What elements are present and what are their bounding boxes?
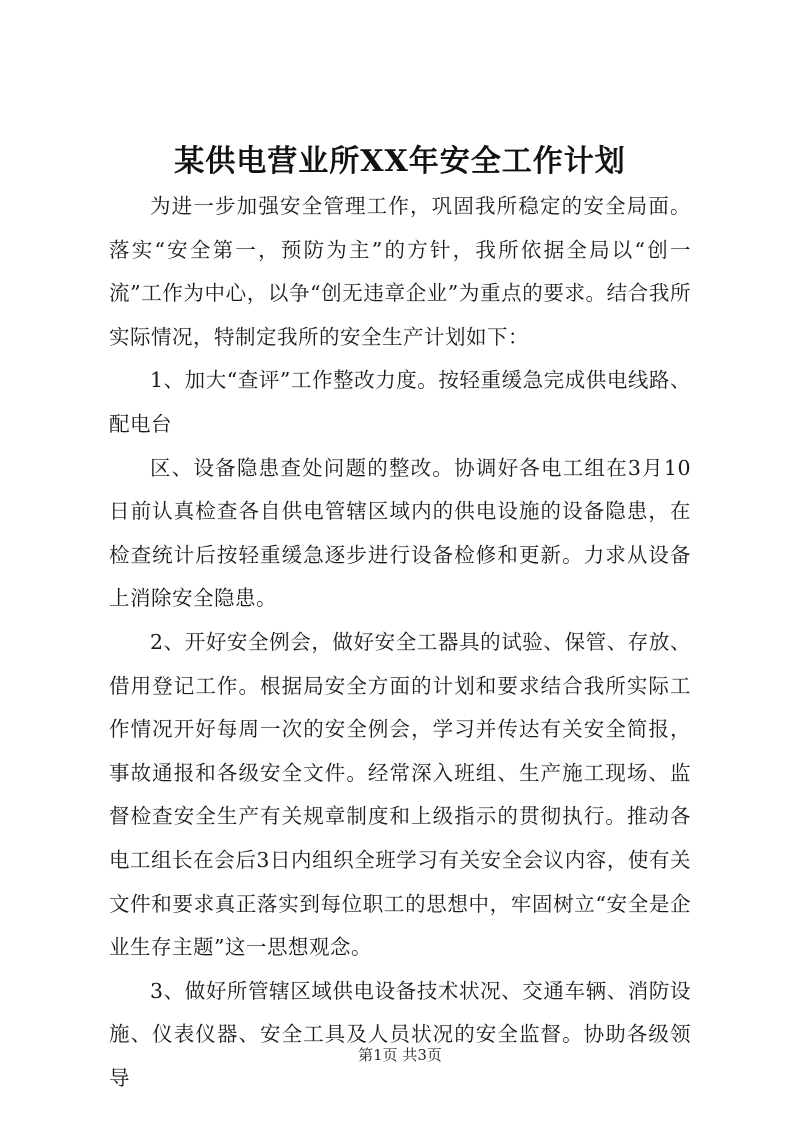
paragraph-intro: 为进一步加强安全管理工作，巩固我所稳定的安全局面。落实“安全第一，预防为主”的方针，我所依据全局以“创一流”工作为中心，以争“创无违章企业”为重点的要求。结合我所实际情况，特制定我所的安全生产计划如下： xyxy=(109,194,691,349)
paragraph-item-2: 2、开好安全例会，做好安全工器具的试验、保管、存放、借用登记工作。根据局安全方面的计划和要求结合我所实际工作情况开好每周一次的安全例会，学习并传达有关安全简报，事故通报和各级安全文件。经常深入班组、生产施工现场、监督检查安全生产有关规章制度和上级指示的贯彻执行。推动各电工组长在会后3日内组织全班学习有关安全会议内容，使有关文件和要求真正落实到每位职工的思想中，牢固树立“安全是企业生存主题”这一思想观念。 xyxy=(109,629,691,960)
page-number-footer: 第1页 共3页 xyxy=(358,1046,442,1064)
paragraph-item-3: 3、做好所管辖区域供电设备技术状况、交通车辆、消防设施、仪表仪器、安全工具及人员状况的安全监督。协助各级领导 xyxy=(109,978,691,1090)
document-title: 某供电营业所XX年安全工作计划 xyxy=(174,144,626,179)
document-body xyxy=(109,185,691,1100)
paragraph-item-1: 1、加大“查评”工作整改力度。按轻重缓急完成供电线路、配电台 xyxy=(109,368,691,436)
paragraph-item-1-continued: 区、设备隐患查处问题的整改。协调好各电工组在3月10日前认真检查各自供电管辖区域内的供电设施的设备隐患，在检查统计后按轻重缓急逐步进行设备检修和更新。力求从设备上消除安全隐患。 xyxy=(109,455,691,611)
